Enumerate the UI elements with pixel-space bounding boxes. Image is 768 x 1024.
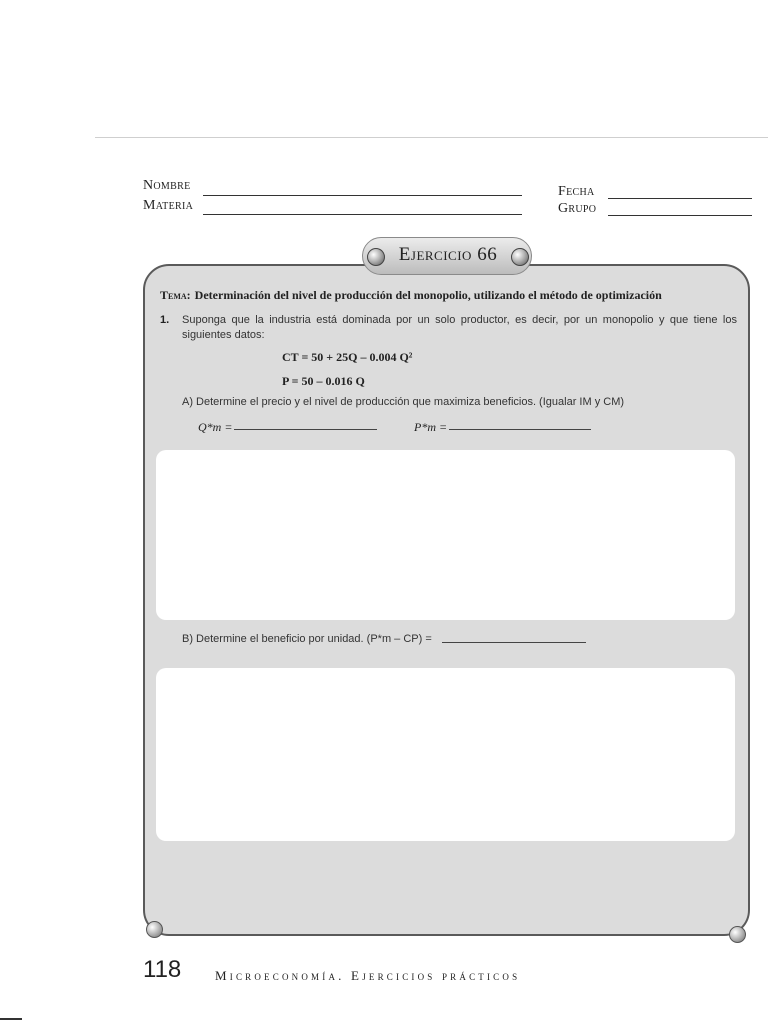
part-b-text: B) Determine el beneficio por unidad. (P*m – CP) = [182,633,432,645]
materia-label: Materia [143,198,194,213]
top-divider [95,137,768,138]
part-b-answer-line[interactable] [442,642,586,643]
q-star-answer-line[interactable] [234,429,377,430]
book-title: Microeconomía. Ejercicios prácticos [215,968,521,983]
q-star-label: Q*m = [198,420,233,434]
nombre-field[interactable] [203,195,522,196]
tema-text: Determinación del nivel de producción del monopolio, utilizando el método de optimización [194,288,662,302]
answer-box-b[interactable] [156,668,735,841]
tema-label: Tema: [160,288,191,302]
corner-dot-right-icon [729,926,746,943]
exercise-title: Ejercicio 66 [398,244,498,265]
scan-mark [0,1018,22,1020]
question-number: 1. [160,314,170,326]
nombre-label: Nombre [143,178,191,193]
question-text: Suponga que la industria está dominada por un solo productor, es decir, por un monopolio y que tiene los siguientes datos: [182,314,737,341]
materia-field[interactable] [203,214,522,215]
p-star-answer-line[interactable] [449,429,591,430]
equation-p: P = 50 – 0.016 Q [282,374,365,388]
badge-dot-right-icon [511,248,529,266]
equation-ct: CT = 50 + 25Q – 0.004 Q² [282,350,413,364]
answer-box-a[interactable] [156,450,735,620]
exercise-badge [362,237,532,275]
fecha-label: Fecha [558,184,595,199]
p-star-label: P*m = [414,420,448,434]
fecha-field[interactable] [608,198,752,199]
page-number: 118 [143,956,182,983]
grupo-label: Grupo [558,201,597,216]
corner-dot-left-icon [146,921,163,938]
tema-line [160,288,740,303]
grupo-field[interactable] [608,215,752,216]
part-a-text: A) Determine el precio y el nivel de producción que maximiza beneficios. (Igualar IM y CM) [182,396,625,408]
